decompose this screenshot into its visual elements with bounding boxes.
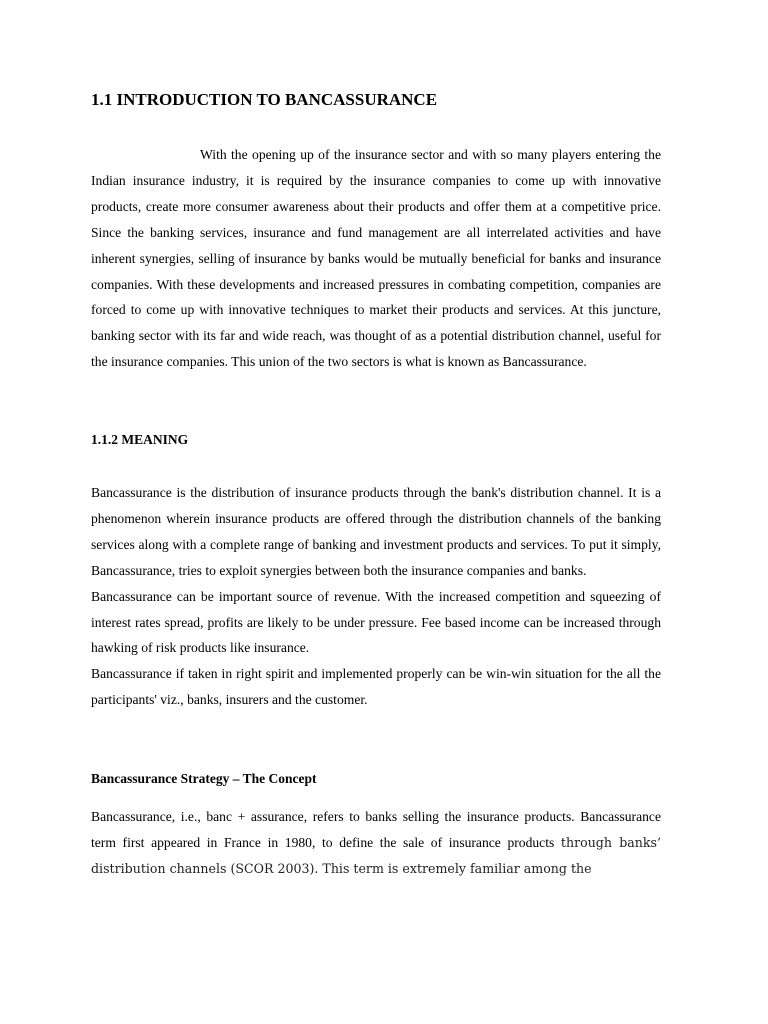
- meaning-paragraph-2: Bancassurance can be important source of revenue. With the increased competition and squeezing of interest rates spread, profits are likely to be under pressure. Fee based income can be increased through hawking of risk products like insurance.: [91, 588, 661, 656]
- heading-introduction: 1.1 INTRODUCTION TO BANCASSURANCE: [91, 90, 438, 109]
- heading-strategy: Bancassurance Strategy – The Concept: [91, 771, 317, 786]
- strategy-paragraph: [91, 804, 661, 882]
- intro-paragraph: [91, 142, 661, 375]
- heading-meaning: 1.1.2 MEANING: [91, 432, 189, 447]
- meaning-paragraph-3: Bancassurance if taken in right spirit and implemented properly can be win-win situation for the all the participants' viz., banks, insurers and the customer.: [91, 666, 661, 708]
- strategy-text: Bancassurance, i.e., banc + assurance, refers to banks selling the insurance products. Bancassurance term first appeared in France in 1980, to define the sale of insurance products: [91, 809, 661, 850]
- meaning-paragraph-1: Bancassurance is the distribution of insurance products through the bank's distribution channel. It is a phenomenon wherein insurance products are offered through the distribution channels of the banking services along with a complete range of banking and investment products and services. To put it simply, Bancassurance, tries to exploit synergies between both the insurance companies and banks.: [91, 485, 661, 578]
- meaning-section: [91, 480, 661, 713]
- intro-paragraph-text: With the opening up of the insurance sector and with so many players entering the Indian insurance industry, it is required by the insurance companies to come up with innovative products, create more consumer awareness about their products and offer them at a competitive price. Since the banking services, insurance and fund management are all interrelated activities and have inherent synergies, selling of insurance by banks would be mutually beneficial for banks and insurance companies. With these developments and increased pressures in combating competition, companies are forced to come up with innovative techniques to market their products and services. At this juncture, banking sector with its far and wide reach, was thought of as a potential distribution channel, useful for the insurance companies. This union of the two sectors is what is known as Bancassurance.: [91, 147, 661, 370]
- strategy-paragraph-text: [91, 804, 661, 882]
- strategy-text-continued: through banks’ distribution channels (SCOR 2003). This term is extremely familiar among the: [91, 834, 661, 876]
